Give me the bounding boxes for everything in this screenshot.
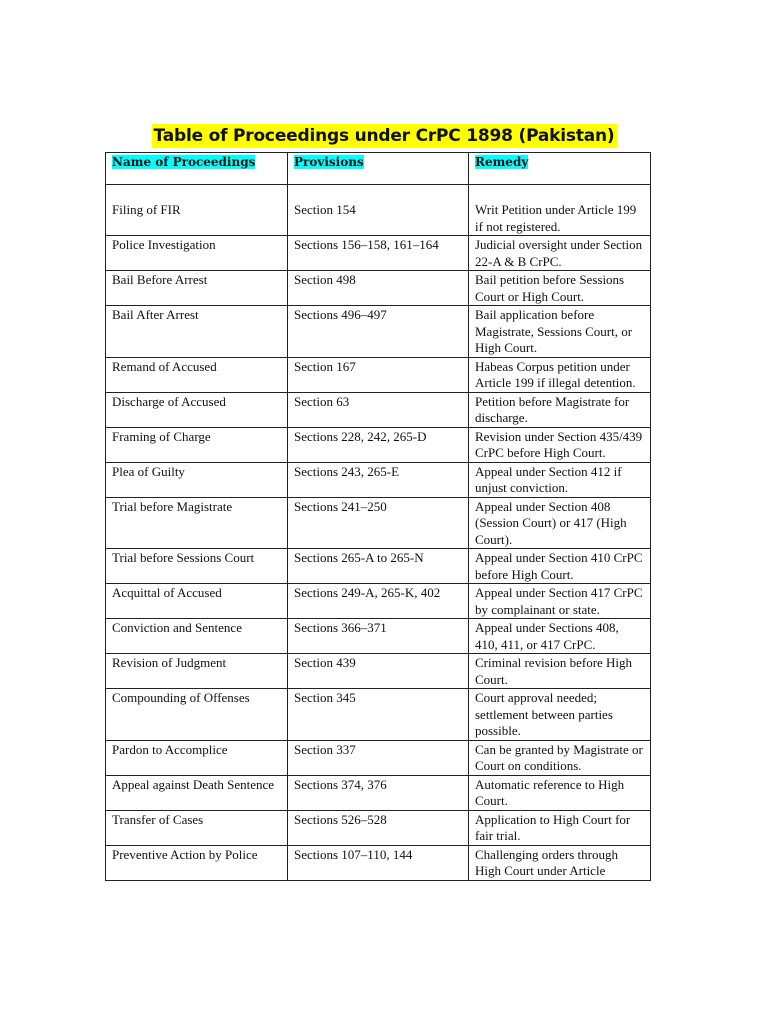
cell-provision: Section 337 (288, 740, 469, 775)
cell-remedy: Criminal revision before High Court. (469, 654, 651, 689)
header-label: Remedy (475, 155, 529, 169)
cell-proceeding: Acquittal of Accused (106, 584, 288, 619)
cell-provision: Sections 366–371 (288, 619, 469, 654)
cell-proceeding: Plea of Guilty (106, 462, 288, 497)
cell-remedy: Appeal under Section 410 CrPC before High Court. (469, 549, 651, 584)
cell-provision: Sections 249-A, 265-K, 402 (288, 584, 469, 619)
table-header-row (106, 153, 651, 185)
table-row (106, 549, 651, 584)
cell-proceeding: Trial before Sessions Court (106, 549, 288, 584)
table-row (106, 584, 651, 619)
cell-proceeding: Compounding of Offenses (106, 689, 288, 741)
header-name-of-proceedings (106, 153, 288, 185)
cell-proceeding: Pardon to Accomplice (106, 740, 288, 775)
cell-provision: Sections 107–110, 144 (288, 845, 469, 880)
cell-proceeding: Bail After Arrest (106, 306, 288, 358)
cell-remedy: Bail petition before Sessions Court or High Court. (469, 271, 651, 306)
cell-remedy: Court approval needed; settlement between parties possible. (469, 689, 651, 741)
proceedings-table (105, 152, 651, 881)
cell-provision: Sections 156–158, 161–164 (288, 236, 469, 271)
header-label: Name of Proceedings (112, 155, 256, 169)
cell-remedy: Application to High Court for fair trial. (469, 810, 651, 845)
table-row (106, 392, 651, 427)
cell-remedy: Appeal under Sections 408, 410, 411, or 417 CrPC. (469, 619, 651, 654)
cell-remedy: Appeal under Section 417 CrPC by complainant or state. (469, 584, 651, 619)
table-row (106, 497, 651, 549)
cell-provision: Section 63 (288, 392, 469, 427)
cell-provision: Section 439 (288, 654, 469, 689)
header-remedy (469, 153, 651, 185)
table-row (106, 845, 651, 880)
cell-proceeding: Preventive Action by Police (106, 845, 288, 880)
cell-proceeding: Filing of FIR (106, 185, 288, 236)
cell-remedy: Can be granted by Magistrate or Court on conditions. (469, 740, 651, 775)
table-row (106, 271, 651, 306)
cell-provision: Sections 228, 242, 265-D (288, 427, 469, 462)
cell-proceeding: Conviction and Sentence (106, 619, 288, 654)
cell-proceeding: Police Investigation (106, 236, 288, 271)
table-row (106, 654, 651, 689)
table-row (106, 185, 651, 236)
cell-remedy: Habeas Corpus petition under Article 199 if illegal detention. (469, 357, 651, 392)
cell-proceeding: Trial before Magistrate (106, 497, 288, 549)
cell-provision: Sections 265-A to 265-N (288, 549, 469, 584)
table-row (106, 306, 651, 358)
cell-remedy: Writ Petition under Article 199 if not registered. (469, 185, 651, 236)
cell-remedy: Judicial oversight under Section 22-A & B CrPC. (469, 236, 651, 271)
header-provisions (288, 153, 469, 185)
cell-proceeding: Discharge of Accused (106, 392, 288, 427)
table-row (106, 236, 651, 271)
cell-proceeding: Revision of Judgment (106, 654, 288, 689)
table-row (106, 462, 651, 497)
cell-proceeding: Bail Before Arrest (106, 271, 288, 306)
table-row (106, 740, 651, 775)
cell-remedy: Automatic reference to High Court. (469, 775, 651, 810)
cell-remedy: Bail application before Magistrate, Sessions Court, or High Court. (469, 306, 651, 358)
page-title: Table of Proceedings under CrPC 1898 (Pakistan) (153, 126, 615, 146)
cell-remedy: Challenging orders through High Court under Article (469, 845, 651, 880)
cell-proceeding: Framing of Charge (106, 427, 288, 462)
cell-provision: Section 498 (288, 271, 469, 306)
cell-provision: Sections 243, 265-E (288, 462, 469, 497)
cell-remedy: Appeal under Section 408 (Session Court) or 417 (High Court). (469, 497, 651, 549)
cell-proceeding: Appeal against Death Sentence (106, 775, 288, 810)
table-row (106, 689, 651, 741)
cell-remedy: Revision under Section 435/439 CrPC before High Court. (469, 427, 651, 462)
cell-provision: Sections 374, 376 (288, 775, 469, 810)
cell-proceeding: Remand of Accused (106, 357, 288, 392)
cell-proceeding: Transfer of Cases (106, 810, 288, 845)
cell-provision: Sections 526–528 (288, 810, 469, 845)
cell-remedy: Appeal under Section 412 if unjust conviction. (469, 462, 651, 497)
cell-provision: Section 167 (288, 357, 469, 392)
header-label: Provisions (294, 155, 364, 169)
cell-provision: Section 154 (288, 185, 469, 236)
page-title-wrapper (0, 124, 768, 148)
table-row (106, 619, 651, 654)
table-row (106, 427, 651, 462)
cell-provision: Sections 241–250 (288, 497, 469, 549)
cell-remedy: Petition before Magistrate for discharge. (469, 392, 651, 427)
cell-provision: Section 345 (288, 689, 469, 741)
table-row (106, 775, 651, 810)
table-row (106, 357, 651, 392)
table-row (106, 810, 651, 845)
cell-provision: Sections 496–497 (288, 306, 469, 358)
